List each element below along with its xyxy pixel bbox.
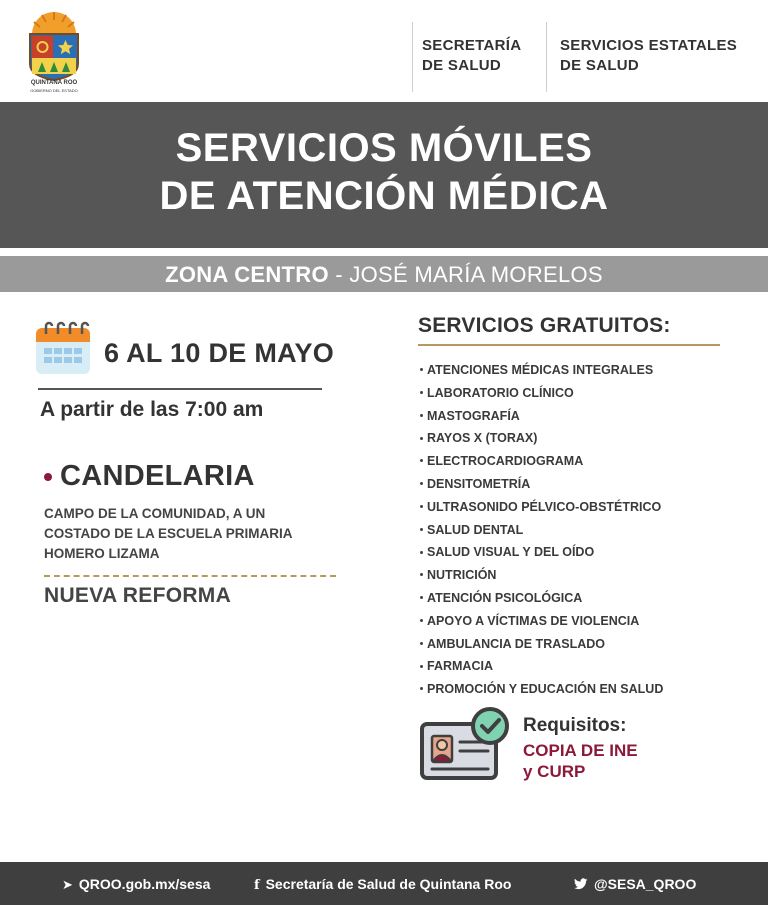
bullet-icon	[420, 459, 423, 462]
bullet-icon	[420, 391, 423, 394]
service-item	[420, 679, 740, 702]
dashed-divider	[44, 575, 336, 577]
page-title	[0, 124, 768, 220]
bullet-icon	[420, 437, 423, 440]
service-label: ELECTROCARDIOGRAMA	[427, 454, 584, 469]
bullet-icon	[420, 528, 423, 531]
twitter-bird-icon	[574, 878, 588, 890]
service-item	[420, 406, 740, 429]
footer-twitter-text: @SESA_QROO	[594, 876, 697, 892]
service-item	[420, 474, 740, 497]
second-place-name: NUEVA REFORMA	[44, 584, 232, 607]
title-line1: SERVICIOS MÓVILES	[175, 126, 593, 170]
bullet-icon	[420, 505, 423, 508]
bullet-icon	[420, 642, 423, 645]
bullet-icon	[420, 368, 423, 371]
bullet-icon	[420, 665, 423, 668]
facebook-icon: f	[254, 878, 260, 893]
footer	[0, 862, 768, 905]
org-secretaria-de-salud	[422, 36, 521, 76]
service-item	[420, 451, 740, 474]
services-underline	[418, 344, 720, 346]
footer-facebook-text: Secretaría de Salud de Quintana Roo	[265, 876, 512, 892]
header	[0, 0, 768, 102]
title-line2: DE ATENCIÓN MÉDICA	[159, 174, 609, 218]
bullet-icon	[420, 596, 423, 599]
service-item	[420, 383, 740, 406]
cursor-arrow-icon: ➤	[62, 877, 73, 892]
zone-separator: -	[328, 262, 350, 287]
service-item	[420, 360, 740, 383]
bullet-icon	[420, 482, 423, 485]
service-item	[420, 611, 740, 634]
service-item	[420, 656, 740, 679]
service-label: APOYO A VÍCTIMAS DE VIOLENCIA	[427, 613, 640, 628]
place-name: CANDELARIA	[60, 460, 255, 492]
org1-line1: SECRETARÍA	[422, 37, 522, 54]
id-card-check-icon	[418, 704, 512, 784]
service-label: SALUD VISUAL Y DEL OÍDO	[427, 545, 595, 560]
org-servicios-estatales	[560, 36, 737, 76]
footer-facebook-link[interactable]	[254, 874, 511, 896]
footer-website-link[interactable]	[62, 874, 210, 895]
footer-website-text: QROO.gob.mx/sesa	[78, 876, 211, 892]
service-label: SALUD DENTAL	[427, 522, 524, 537]
service-item	[420, 497, 740, 520]
service-label: RAYOS X (TORAX)	[427, 431, 538, 446]
event-time: A partir de las 7:00 am	[40, 398, 264, 421]
service-label: AMBULANCIA DE TRASLADO	[427, 636, 605, 651]
place-description	[44, 504, 344, 564]
org1-line2: DE SALUD	[422, 57, 502, 74]
services-title: SERVICIOS GRATUITOS:	[418, 314, 671, 337]
header-divider	[546, 22, 547, 92]
footer-twitter-link[interactable]	[574, 874, 696, 894]
service-label: MASTOGRAFÍA	[427, 408, 520, 423]
service-item	[420, 565, 740, 588]
service-label: ULTRASONIDO PÉLVICO-OBSTÉTRICO	[427, 499, 662, 514]
header-divider	[412, 22, 413, 92]
service-label: ATENCIONES MÉDICAS INTEGRALES	[427, 363, 654, 377]
bullet-icon	[420, 573, 423, 576]
place-desc-line3: HOMERO LIZAMA	[44, 546, 160, 561]
service-label: PROMOCIÓN Y EDUCACIÓN EN SALUD	[427, 682, 664, 697]
zone-heading	[0, 261, 768, 289]
requirements-text	[523, 740, 638, 782]
service-item	[420, 588, 740, 611]
bullet-icon	[420, 414, 423, 417]
requirements-line2: y CURP	[523, 762, 586, 781]
bullet-icon	[420, 687, 423, 690]
logo-subcaption-text: GOBIERNO DEL ESTADO	[30, 88, 78, 93]
service-label: LABORATORIO CLÍNICO	[427, 385, 574, 400]
calendar-icon	[34, 320, 92, 376]
service-label: FARMACIA	[427, 659, 493, 674]
place-desc-line1: CAMPO DE LA COMUNIDAD, A UN	[44, 506, 266, 521]
service-label: ATENCIÓN PSICOLÓGICA	[427, 590, 583, 605]
requirements-title: Requisitos:	[523, 715, 627, 736]
zone-place: JOSÉ MARÍA MORELOS	[349, 262, 603, 287]
place-desc-line2: COSTADO DE LA ESCUELA PRIMARIA	[44, 526, 293, 541]
divider	[38, 388, 322, 390]
logo-caption	[16, 80, 92, 95]
bullet-icon	[420, 619, 423, 622]
org2-line2: DE SALUD	[560, 57, 640, 74]
event-date: 6 AL 10 DE MAYO	[104, 338, 335, 368]
bullet-icon	[420, 551, 423, 554]
logo-caption-text: QUINTANA ROO	[30, 80, 78, 86]
requirements-line1: COPIA DE INE	[523, 741, 638, 760]
service-item	[420, 520, 740, 543]
service-label: NUTRICIÓN	[427, 568, 497, 583]
org2-line1: SERVICIOS ESTATALES	[560, 37, 738, 54]
services-list	[420, 360, 740, 702]
service-item	[420, 542, 740, 565]
service-item	[420, 428, 740, 451]
service-label: DENSITOMETRÍA	[427, 476, 531, 491]
zone-label: ZONA CENTRO	[165, 262, 329, 287]
bullet-icon	[44, 473, 52, 481]
service-item	[420, 634, 740, 657]
